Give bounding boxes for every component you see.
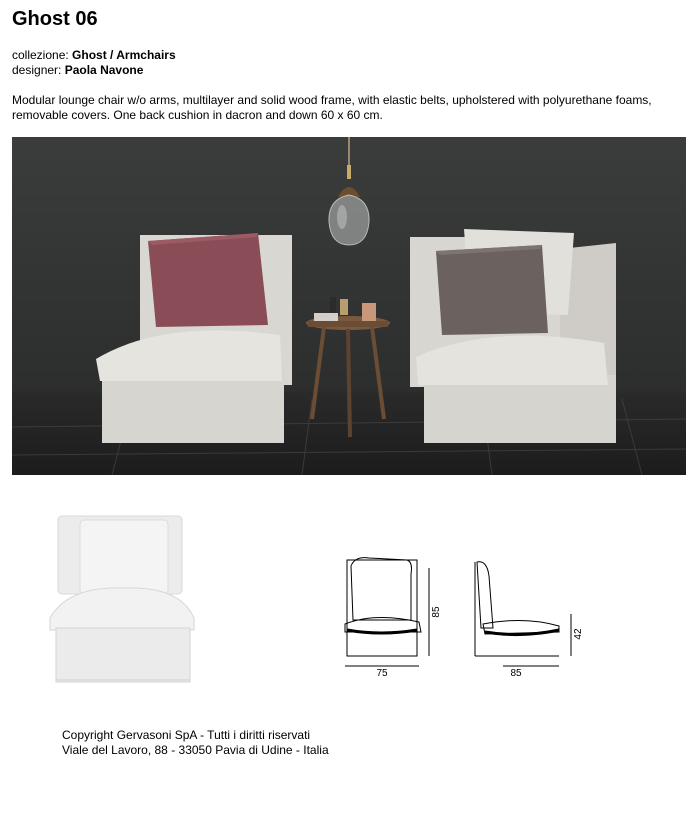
designer-value: Paola Navone	[64, 63, 144, 77]
width-dimension: 75	[376, 668, 388, 678]
seat-height-dimension: 42	[573, 628, 584, 640]
designer-label: designer:	[12, 63, 62, 77]
technical-drawing	[335, 548, 585, 678]
lifestyle-photo	[12, 137, 686, 475]
product-image	[48, 510, 200, 690]
copyright-text: Copyright Gervasoni SpA - Tutti i diritti riservati	[62, 728, 311, 742]
collection-label: collezione:	[12, 48, 69, 62]
page-title: Ghost 06	[12, 8, 98, 30]
depth-dimension: 85	[510, 668, 522, 678]
collection-line	[12, 48, 176, 63]
collection-value: Ghost / Armchairs	[72, 48, 176, 62]
height-dimension: 85	[431, 606, 442, 618]
designer-line	[12, 63, 143, 78]
address-text: Viale del Lavoro, 88 - 33050 Pavia di Udine - Italia	[62, 743, 329, 757]
footer	[62, 728, 329, 758]
right-armchair	[410, 229, 616, 443]
product-description: Modular lounge chair w/o arms, multilayer and solid wood frame, with elastic belts, upholstered with polyurethane foams, removable covers. One back cushion in dacron and down 60 x 60 cm.	[12, 93, 652, 122]
